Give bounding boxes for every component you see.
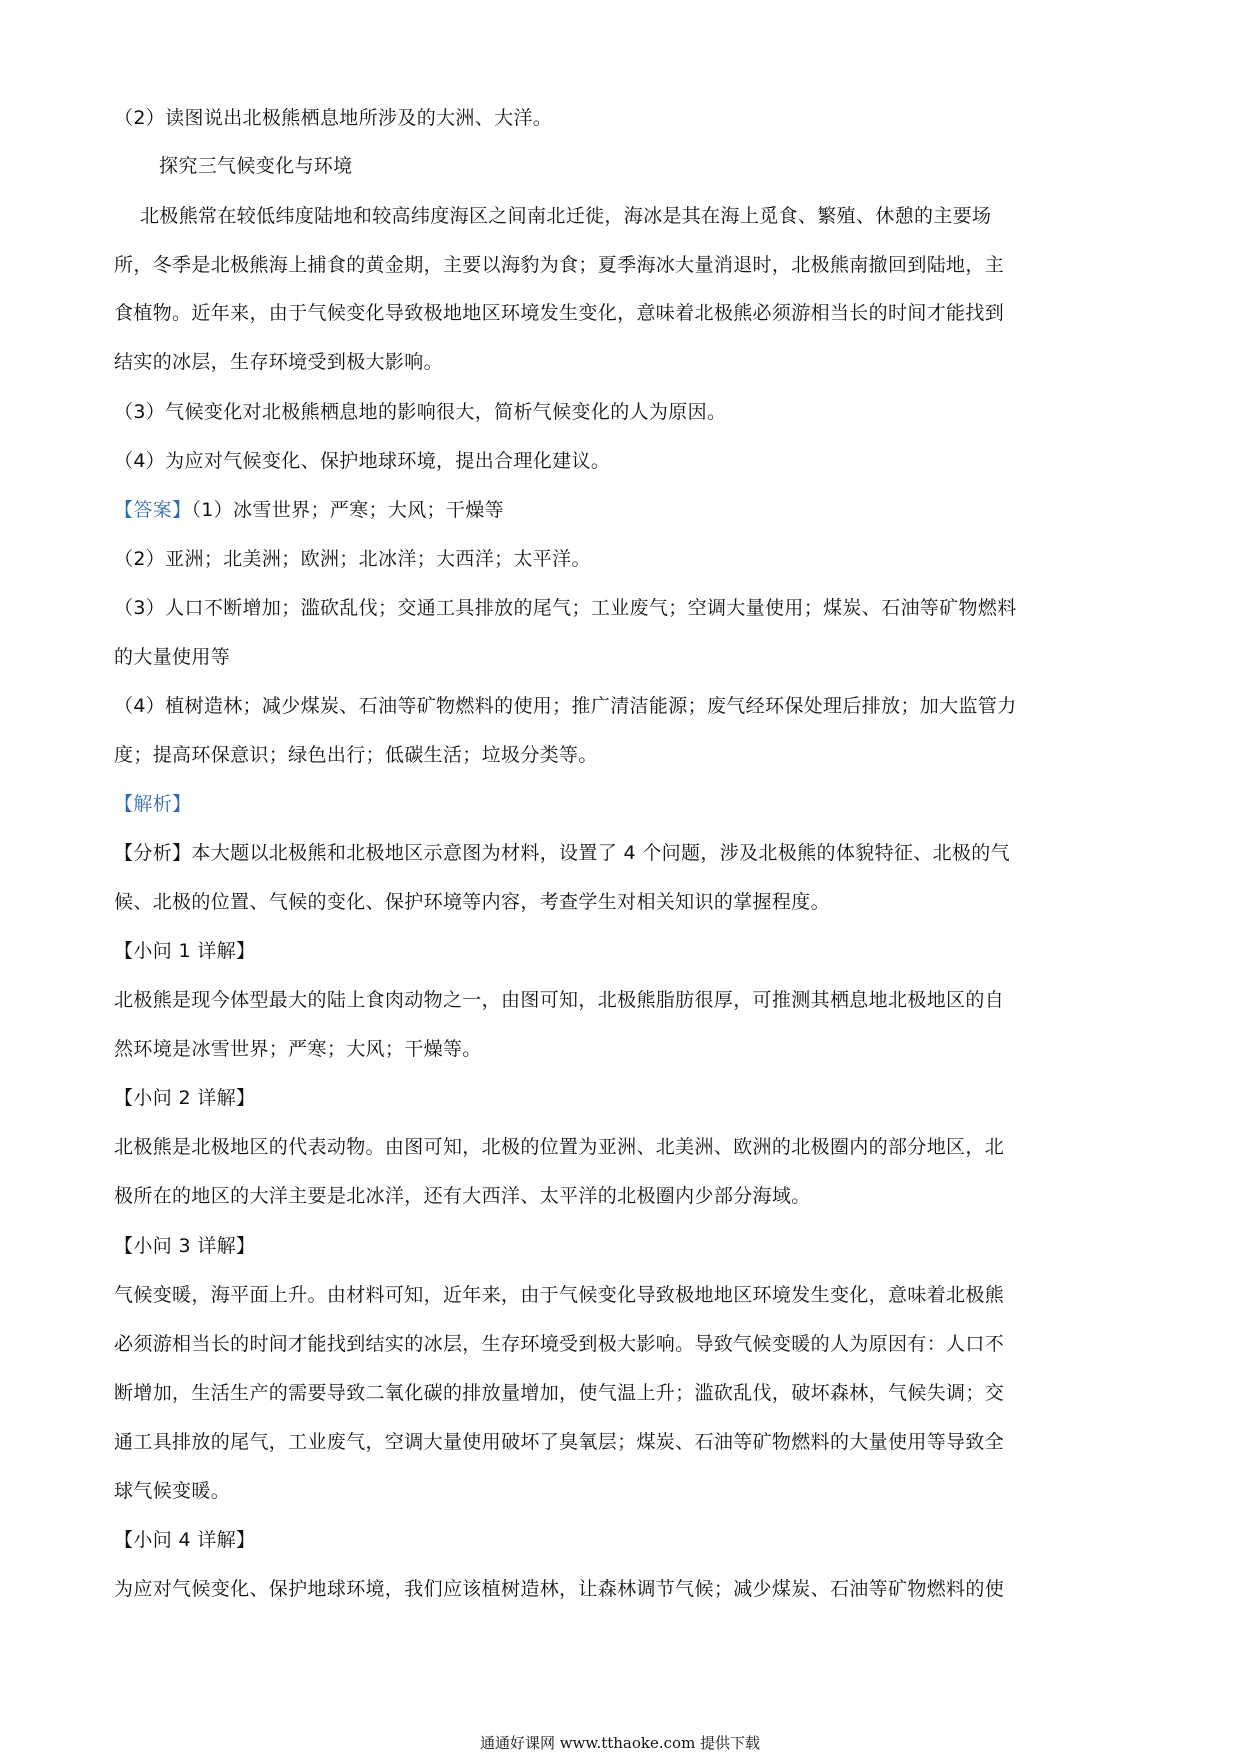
question-3: （3）气候变化对北极熊栖息地的影响很大，简析气候变化的人为原因。 — [114, 401, 727, 423]
detail-3-heading: 【小问 3 详解】 — [114, 1235, 256, 1257]
question-2: （2）读图说出北极熊栖息地所涉及的大洲、大洋。 — [114, 107, 553, 129]
answer-line-1 — [114, 498, 1134, 522]
answer-3-line: （3）人口不断增加；滥砍乱伐；交通工具排放的尾气；工业废气；空调大量使用；煤炭、石油等矿物燃料 — [114, 597, 1017, 619]
material-line: 结实的冰层，生存环境受到极大影响。 — [114, 351, 443, 373]
answer-3-line: 的大量使用等 — [114, 646, 231, 668]
material-line: 食植物。近年来，由于气候变化导致极地地区环境发生变化，意味着北极熊必须游相当长的时间才能找到 — [114, 302, 1005, 324]
answer-4-line: （4）植树造林；减少煤炭、石油等矿物燃料的使用；推广清洁能源；废气经环保处理后排放；加大监管力 — [114, 695, 1017, 717]
question-4: （4）为应对气候变化、保护地球环境，提出合理化建议。 — [114, 450, 611, 472]
analysis-label: 【解析】 — [114, 793, 192, 815]
answer-2: （2）亚洲；北美洲；欧洲；北冰洋；大西洋；太平洋。 — [114, 548, 591, 570]
material-line: 北极熊常在较低纬度陆地和较高纬度海区之间南北迁徙，海冰是其在海上觅食、繁殖、休憩的主要场 — [140, 205, 992, 227]
answer-1: （1）冰雪世界；严寒；大风；干燥等 — [191, 499, 504, 521]
detail-4-heading: 【小问 4 详解】 — [114, 1529, 256, 1551]
detail-3-line: 通工具排放的尾气，工业废气，空调大量使用破坏了臭氧层；煤炭、石油等矿物燃料的大量使用等导致全 — [114, 1431, 1005, 1453]
detail-3-line: 断增加，生活生产的需要导致二氧化碳的排放量增加，使气温上升；滥砍乱伐，破坏森林，气候失调；交 — [114, 1382, 1005, 1404]
page-footer: 通通好课网 www.tthaoke.com 提供下载 — [479, 1734, 761, 1752]
answer-label: 【答案】 — [114, 499, 192, 521]
detail-4-line: 为应对气候变化、保护地球环境，我们应该植树造林，让森林调节气候；减少煤炭、石油等矿物燃料的使 — [114, 1578, 1005, 1600]
detail-1-heading: 【小问 1 详解】 — [114, 940, 256, 962]
section-title: 探究三气候变化与环境 — [159, 155, 353, 177]
analysis-line: 【分析】本大题以北极熊和北极地区示意图为材料，设置了 4 个问题，涉及北极熊的体貌特征、北极的气 — [114, 842, 1010, 864]
detail-3-line: 必须游相当长的时间才能找到结实的冰层，生存环境受到极大影响。导致气候变暖的人为原因有：人口不 — [114, 1333, 1005, 1355]
detail-2-line: 极所在的地区的大洋主要是北冰洋，还有大西洋、太平洋的北极圈内少部分海域。 — [114, 1185, 811, 1207]
detail-3-line: 气候变暖，海平面上升。由材料可知，近年来，由于气候变化导致极地地区环境发生变化，意味着北极熊 — [114, 1284, 1005, 1306]
detail-1-line: 然环境是冰雪世界；严寒；大风；干燥等。 — [114, 1038, 482, 1060]
detail-2-line: 北极熊是北极地区的代表动物。由图可知，北极的位置为亚洲、北美洲、欧洲的北极圈内的部分地区，北 — [114, 1136, 1005, 1158]
detail-1-line: 北极熊是现今体型最大的陆上食肉动物之一，由图可知，北极熊脂肪很厚，可推测其栖息地北极地区的自 — [114, 989, 1005, 1011]
detail-3-line: 球气候变暖。 — [114, 1480, 231, 1502]
material-line: 所，冬季是北极熊海上捕食的黄金期，主要以海豹为食；夏季海冰大量消退时，北极熊南撤回到陆地，主 — [114, 254, 1005, 276]
analysis-line: 候、北极的位置、气候的变化、保护环境等内容，考查学生对相关知识的掌握程度。 — [114, 891, 830, 913]
answer-4-line: 度；提高环保意识；绿色出行；低碳生活；垃圾分类等。 — [114, 744, 598, 766]
detail-2-heading: 【小问 2 详解】 — [114, 1087, 256, 1109]
